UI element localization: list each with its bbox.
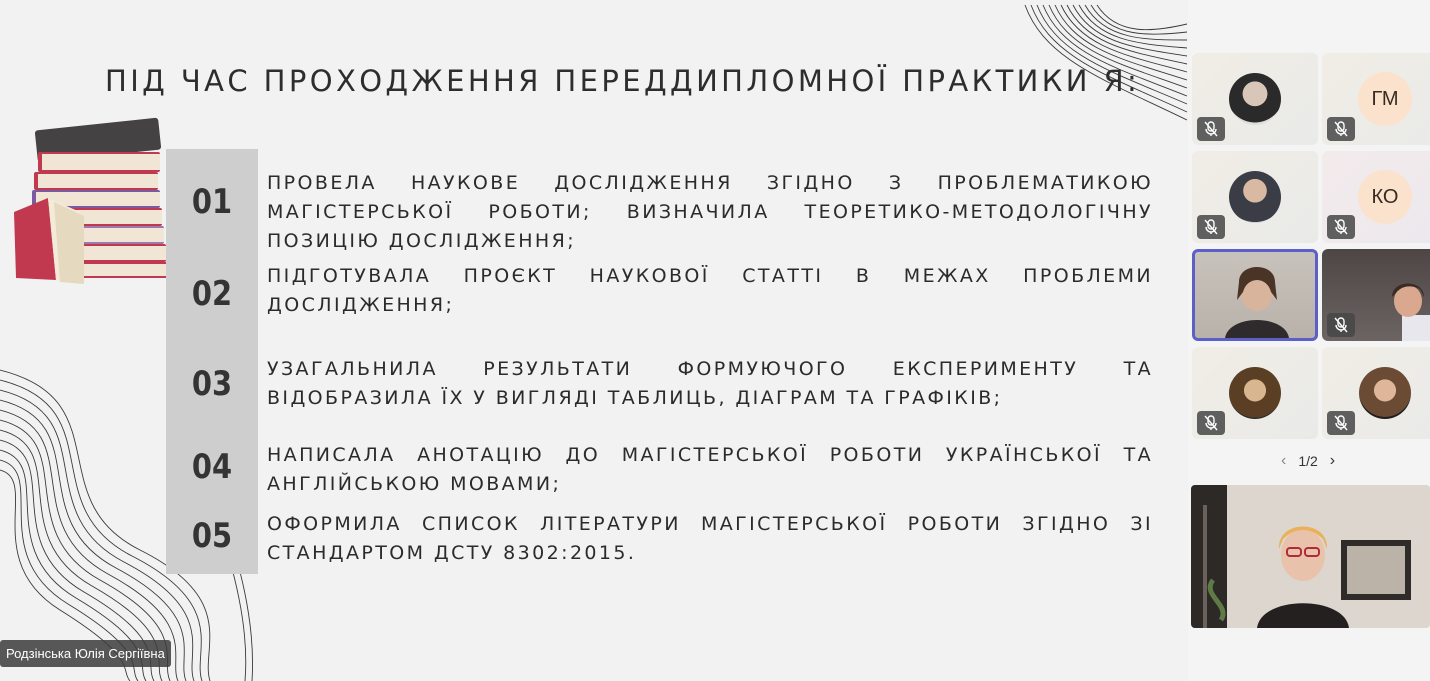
item-number-01: 01 [191, 182, 233, 222]
item-number-03: 03 [191, 364, 233, 404]
item-text-05: ОФОРМИЛА СПИСОК ЛІТЕРАТУРИ МАГІСТЕРСЬКОЇ РОБОТИ ЗГІДНО ЗІ СТАНДАРТОМ ДСТУ 8302:2015. [267, 513, 1153, 564]
participant-tile-6[interactable] [1322, 249, 1430, 341]
item-text-01: ПРОВЕЛА НАУКОВЕ ДОСЛІДЖЕННЯ ЗГІДНО З ПРОБЛЕМАТИКОЮ МАГІСТЕРСЬКОЇ РОБОТИ; ВИЗНАЧИЛА ТЕОРЕТИКО-МЕТОДОЛОГІЧНУ ПОЗИЦІЮ ДОСЛІДЖЕННЯ; [267, 172, 1153, 252]
participant-tile-4[interactable] [1322, 151, 1430, 243]
participant-initials: КО [1358, 170, 1412, 224]
participant-tile-8[interactable] [1322, 347, 1430, 439]
mic-off-icon [1197, 215, 1225, 239]
participant-tile-2[interactable] [1322, 53, 1430, 145]
participant-tile-1[interactable] [1192, 53, 1318, 145]
participant-tile-3[interactable] [1192, 151, 1318, 243]
item-text-03: УЗАГАЛЬНИЛА РЕЗУЛЬТАТИ ФОРМУЮЧОГО ЕКСПЕРИМЕНТУ ТА ВІДОБРАЗИЛА ЇХ У ВИГЛЯДІ ТАБЛИЦЬ, ДІАГРАМ ТА ГРАФІКІВ; [267, 358, 1153, 409]
presenter-video[interactable] [1191, 485, 1430, 628]
participant-tile-5-active-speaker[interactable] [1192, 249, 1318, 341]
slide-title: ПІД ЧАС ПРОХОДЖЕННЯ ПЕРЕДДИПЛОМНОЇ ПРАКТИКИ Я: [105, 64, 1141, 98]
mic-off-icon [1197, 117, 1225, 141]
mic-off-icon [1197, 411, 1225, 435]
item-number-04: 04 [191, 447, 233, 487]
participant-avatar [1229, 367, 1281, 419]
participant-initials: ГМ [1358, 72, 1412, 126]
item-number-02: 02 [191, 274, 233, 314]
presenter-name-tag: Родзінська Юлія Сергіївна [0, 640, 171, 667]
participants-panel [1188, 0, 1430, 681]
participant-avatar [1229, 73, 1281, 125]
chevron-left-icon[interactable]: ‹ [1281, 452, 1287, 469]
page-indicator: 1/2 [1298, 453, 1318, 469]
presenter-video-frame [1191, 485, 1430, 628]
chevron-right-icon[interactable]: › [1329, 452, 1336, 469]
mic-off-icon [1327, 313, 1355, 337]
participant-avatar [1229, 171, 1281, 223]
mic-off-icon [1327, 411, 1355, 435]
item-text-04: НАПИСАЛА АНОТАЦІЮ ДО МАГІСТЕРСЬКОЇ РОБОТИ УКРАЇНСЬКОЇ ТА АНГЛІЙСЬКОЮ МОВАМИ; [267, 444, 1153, 495]
participant-avatar [1359, 367, 1411, 419]
mic-off-icon [1327, 215, 1355, 239]
mic-off-icon [1327, 117, 1355, 141]
participant-video [1195, 252, 1315, 338]
participant-tile-7[interactable] [1192, 347, 1318, 439]
item-text-02: ПІДГОТУВАЛА ПРОЄКТ НАУКОВОЇ СТАТТІ В МЕЖАХ ПРОБЛЕМИ ДОСЛІДЖЕННЯ; [267, 265, 1153, 316]
item-number-05: 05 [191, 516, 233, 556]
gallery-pager [1281, 452, 1335, 470]
books-illustration [8, 112, 168, 287]
number-strip [166, 149, 258, 574]
